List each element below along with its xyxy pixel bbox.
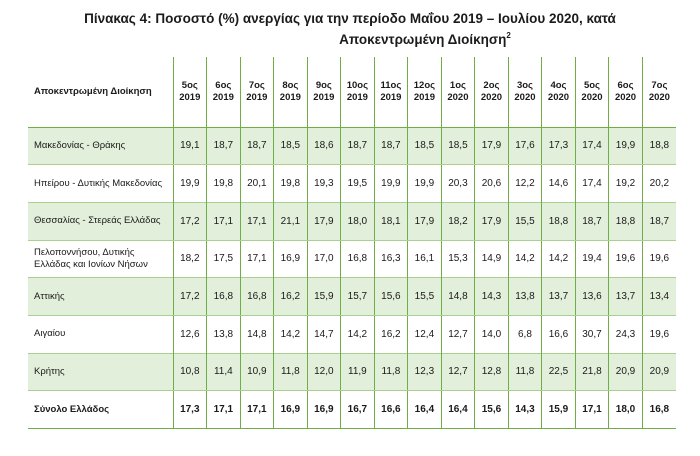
title-footnote: 2: [506, 31, 511, 40]
title-line-2-text: Αποκεντρωμένη Διοίκηση: [339, 32, 507, 47]
region-label: Σύνολο Ελλάδος: [28, 391, 173, 429]
value-cell: 17,1: [240, 391, 274, 429]
value-cell: 12,4: [408, 315, 442, 353]
value-cell: 17,2: [173, 278, 207, 316]
value-cell: 6,8: [508, 315, 542, 353]
value-cell: 12,7: [441, 353, 475, 391]
value-cell: 16,9: [274, 240, 308, 278]
header-month-14: [642, 57, 676, 127]
value-cell: 19,2: [609, 165, 643, 203]
value-cell: 18,5: [408, 127, 442, 165]
value-cell: 13,8: [207, 315, 241, 353]
value-cell: 14,2: [508, 240, 542, 278]
value-cell: 14,7: [307, 315, 341, 353]
value-cell: 10,9: [240, 353, 274, 391]
value-cell: 20,6: [475, 165, 509, 203]
table-row: [28, 127, 676, 165]
value-cell: 16,7: [341, 391, 375, 429]
header-month-10: [508, 57, 542, 127]
header-year-label: 2020: [447, 91, 469, 103]
table-row: [28, 315, 676, 353]
value-cell: 17,4: [575, 127, 609, 165]
value-cell: 16,1: [408, 240, 442, 278]
region-label: Μακεδονίας - Θράκης: [28, 127, 173, 165]
value-cell: 15,9: [307, 278, 341, 316]
value-cell: 16,2: [374, 315, 408, 353]
value-cell: 17,0: [307, 240, 341, 278]
header-year-label: 2020: [581, 91, 603, 103]
table-title: [0, 10, 700, 48]
value-cell: 14,0: [475, 315, 509, 353]
header-month-label: 7ος: [651, 79, 668, 91]
value-cell: 16,4: [408, 391, 442, 429]
value-cell: 18,7: [374, 127, 408, 165]
value-cell: 16,8: [642, 391, 676, 429]
value-cell: 17,9: [307, 202, 341, 240]
value-cell: 30,7: [575, 315, 609, 353]
header-month-6: [374, 57, 408, 127]
value-cell: 15,6: [374, 278, 408, 316]
table-body: [28, 127, 676, 429]
value-cell: 12,0: [307, 353, 341, 391]
value-cell: 14,9: [475, 240, 509, 278]
value-cell: 18,1: [374, 202, 408, 240]
value-cell: 15,3: [441, 240, 475, 278]
header-row: [28, 57, 676, 127]
value-cell: 21,1: [274, 202, 308, 240]
value-cell: 16,4: [441, 391, 475, 429]
value-cell: 18,6: [307, 127, 341, 165]
value-cell: 17,1: [575, 391, 609, 429]
table-row: [28, 165, 676, 203]
value-cell: 18,8: [542, 202, 576, 240]
value-cell: 14,2: [274, 315, 308, 353]
header-year-label: 2019: [246, 91, 268, 103]
value-cell: 18,5: [441, 127, 475, 165]
header-month-8: [441, 57, 475, 127]
value-cell: 18,5: [274, 127, 308, 165]
value-cell: 12,7: [441, 315, 475, 353]
value-cell: 16,9: [274, 391, 308, 429]
value-cell: 12,3: [408, 353, 442, 391]
header-month-label: 5ος: [583, 79, 600, 91]
header-year-label: 2019: [380, 91, 402, 103]
value-cell: 14,8: [240, 315, 274, 353]
value-cell: 12,6: [173, 315, 207, 353]
value-cell: 18,0: [341, 202, 375, 240]
header-month-4: [307, 57, 341, 127]
header-month-label: 7ος: [248, 79, 265, 91]
header-year-label: 2020: [648, 91, 670, 103]
region-label: Πελοποννήσου, Δυτικής Ελλάδας και Ιονίων Νήσων: [28, 240, 173, 278]
value-cell: 16,2: [274, 278, 308, 316]
value-cell: 16,9: [307, 391, 341, 429]
value-cell: 17,1: [240, 202, 274, 240]
header-month-1: [207, 57, 241, 127]
value-cell: 16,3: [374, 240, 408, 278]
value-cell: 14,2: [542, 240, 576, 278]
value-cell: 15,9: [542, 391, 576, 429]
value-cell: 19,9: [374, 165, 408, 203]
header-month-0: [173, 57, 207, 127]
value-cell: 13,4: [642, 278, 676, 316]
value-cell: 14,3: [475, 278, 509, 316]
header-year-label: 2019: [279, 91, 301, 103]
value-cell: 13,6: [575, 278, 609, 316]
value-cell: 17,9: [408, 202, 442, 240]
value-cell: 11,8: [274, 353, 308, 391]
value-cell: 17,1: [207, 391, 241, 429]
header-month-label: 11ος: [380, 79, 402, 91]
header-month-2: [240, 57, 274, 127]
value-cell: 12,2: [508, 165, 542, 203]
value-cell: 11,8: [508, 353, 542, 391]
value-cell: 12,8: [475, 353, 509, 391]
value-cell: 11,8: [374, 353, 408, 391]
value-cell: 14,2: [341, 315, 375, 353]
value-cell: 16,6: [374, 391, 408, 429]
value-cell: 24,3: [609, 315, 643, 353]
value-cell: 20,2: [642, 165, 676, 203]
header-month-9: [475, 57, 509, 127]
header-year-label: 2019: [346, 91, 368, 103]
value-cell: 13,7: [542, 278, 576, 316]
header-month-label: 1ος: [449, 79, 466, 91]
header-month-label: 6ος: [215, 79, 232, 91]
value-cell: 22,5: [542, 353, 576, 391]
value-cell: 18,8: [642, 127, 676, 165]
value-cell: 16,8: [240, 278, 274, 316]
value-cell: 18,7: [642, 202, 676, 240]
value-cell: 20,3: [441, 165, 475, 203]
value-cell: 17,9: [475, 202, 509, 240]
header-month-label: 4ος: [550, 79, 567, 91]
header-month-7: [408, 57, 442, 127]
value-cell: 10,8: [173, 353, 207, 391]
value-cell: 16,8: [207, 278, 241, 316]
value-cell: 17,3: [542, 127, 576, 165]
value-cell: 18,7: [341, 127, 375, 165]
value-cell: 15,5: [508, 202, 542, 240]
header-month-12: [575, 57, 609, 127]
value-cell: 15,5: [408, 278, 442, 316]
value-cell: 18,8: [609, 202, 643, 240]
value-cell: 17,1: [207, 202, 241, 240]
header-month-label: 8ος: [282, 79, 299, 91]
value-cell: 20,1: [240, 165, 274, 203]
value-cell: 13,7: [609, 278, 643, 316]
value-cell: 17,9: [475, 127, 509, 165]
value-cell: 14,6: [542, 165, 576, 203]
value-cell: 20,9: [642, 353, 676, 391]
region-label: Θεσσαλίας - Στερεάς Ελλάδας: [28, 202, 173, 240]
value-cell: 18,7: [240, 127, 274, 165]
header-month-3: [274, 57, 308, 127]
header-month-5: [341, 57, 375, 127]
value-cell: 18,7: [575, 202, 609, 240]
value-cell: 11,9: [341, 353, 375, 391]
value-cell: 17,5: [207, 240, 241, 278]
table-row: [28, 202, 676, 240]
header-month-label: 2ος: [483, 79, 500, 91]
header-year-label: 2019: [212, 91, 234, 103]
value-cell: 17,4: [575, 165, 609, 203]
header-year-label: 2020: [614, 91, 637, 103]
region-label: Ηπείρου - Δυτικής Μακεδονίας: [28, 165, 173, 203]
region-label: Κρήτης: [28, 353, 173, 391]
value-cell: 19,6: [642, 315, 676, 353]
value-cell: 18,7: [207, 127, 241, 165]
header-month-label: 6ος: [617, 79, 634, 91]
value-cell: 16,6: [542, 315, 576, 353]
header-region-label: Αποκεντρωμένη Διοίκηση: [28, 57, 173, 127]
value-cell: 13,8: [508, 278, 542, 316]
value-cell: 21,8: [575, 353, 609, 391]
unemployment-table: [28, 57, 676, 429]
value-cell: 19,1: [173, 127, 207, 165]
header-year-label: 2020: [547, 91, 570, 103]
title-line-1: Πίνακας 4: Ποσοστό (%) ανεργίας για την περίοδο Μαΐου 2019 – Ιουλίου 2020, κατά: [84, 11, 616, 26]
table-row: [28, 278, 676, 316]
title-line-2: [0, 27, 700, 48]
value-cell: 15,7: [341, 278, 375, 316]
value-cell: 14,3: [508, 391, 542, 429]
total-row: [28, 391, 676, 429]
value-cell: 18,0: [609, 391, 643, 429]
header-year-label: 2020: [514, 91, 536, 103]
header-month-label: 9ος: [315, 79, 332, 91]
table-row: [28, 240, 676, 278]
value-cell: 17,3: [173, 391, 207, 429]
value-cell: 11,4: [207, 353, 241, 391]
value-cell: 19,6: [642, 240, 676, 278]
table-row: [28, 353, 676, 391]
value-cell: 20,9: [609, 353, 643, 391]
value-cell: 19,8: [274, 165, 308, 203]
header-month-label: 12ος: [413, 79, 436, 91]
value-cell: 15,6: [475, 391, 509, 429]
region-label: Αττικής: [28, 278, 173, 316]
value-cell: 19,3: [307, 165, 341, 203]
header-year-label: 2019: [179, 91, 201, 103]
value-cell: 19,9: [408, 165, 442, 203]
header-year-label: 2019: [313, 91, 335, 103]
value-cell: 17,6: [508, 127, 542, 165]
value-cell: 17,2: [173, 202, 207, 240]
value-cell: 19,4: [575, 240, 609, 278]
value-cell: 16,8: [341, 240, 375, 278]
header-month-11: [542, 57, 576, 127]
value-cell: 19,9: [173, 165, 207, 203]
value-cell: 19,6: [609, 240, 643, 278]
header-month-label: 5ος: [181, 79, 198, 91]
value-cell: 19,5: [341, 165, 375, 203]
header-year-label: 2020: [480, 91, 503, 103]
value-cell: 18,2: [173, 240, 207, 278]
header-year-label: 2019: [413, 91, 435, 103]
value-cell: 19,8: [207, 165, 241, 203]
header-month-label: 3ος: [516, 79, 533, 91]
value-cell: 14,8: [441, 278, 475, 316]
value-cell: 18,2: [441, 202, 475, 240]
header-month-label: 10ος: [346, 79, 369, 91]
value-cell: 19,9: [609, 127, 643, 165]
region-label: Αιγαίου: [28, 315, 173, 353]
value-cell: 17,1: [240, 240, 274, 278]
header-month-13: [609, 57, 643, 127]
